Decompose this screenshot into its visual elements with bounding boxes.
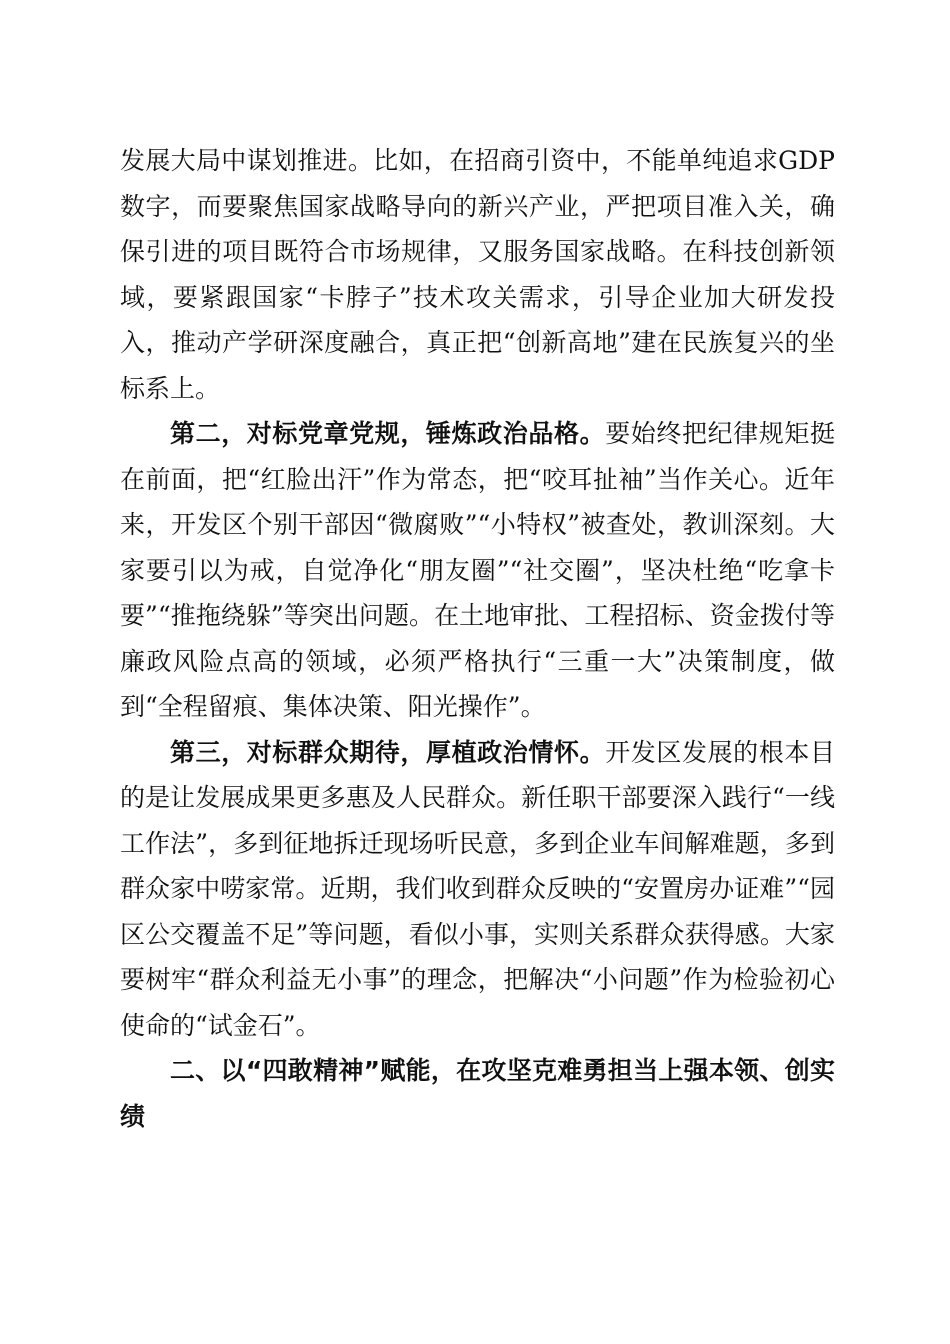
section-heading: 二、以“四敢精神”赋能，在攻坚克难勇担当上强本领、创实绩: [120, 1056, 835, 1131]
paragraph-continuation: [120, 138, 835, 411]
document-page: [120, 138, 835, 1139]
paragraph-lead: 第三，对标群众期待，厚植政治情怀。: [170, 737, 606, 767]
paragraph-body: 开发区发展的根本目的是让发展成果更多惠及人民群众。新任职干部要深入践行“一线工作法”，多到征地拆迁现场听民意，多到企业车间解难题，多到群众家中唠家常。近期，我们收到群众反映的“安置房办证难”“园区公交覆盖不足”等问题，看似小事，实则关系群众获得感。大家要树牢“群众利益无小事”的理念，把解决“小问题”作为检验初心使命的“试金石”。: [120, 737, 835, 1040]
paragraph-third-point: [120, 730, 835, 1049]
paragraph-body: 发展大局中谋划推进。比如，在招商引资中，不能单纯追求GDP数字，而要聚焦国家战略导向的新兴产业，严把项目准入关，确保引进的项目既符合市场规律，又服务国家战略。在科技创新领域，要紧跟国家“卡脖子”技术攻关需求，引导企业加大研发投入，推动产学研深度融合，真正把“创新高地”建在民族复兴的坐标系上。: [120, 146, 835, 403]
paragraph-second-point: [120, 411, 835, 730]
paragraph-body: 要始终把纪律规矩挺在前面，把“红脸出汗”作为常态，把“咬耳扯袖”当作关心。近年来，开发区个别干部因“微腐败”“小特权”被查处，教训深刻。大家要引以为戒，自觉净化“朋友圈”“社交圈”，坚决杜绝“吃拿卡要”“推拖绕躲”等突出问题。在土地审批、工程招标、资金拨付等廉政风险点高的领域，必须严格执行“三重一大”决策制度，做到“全程留痕、集体决策、阳光操作”。: [120, 419, 835, 721]
paragraph-lead: 第二，对标党章党规，锤炼政治品格。: [170, 419, 606, 448]
